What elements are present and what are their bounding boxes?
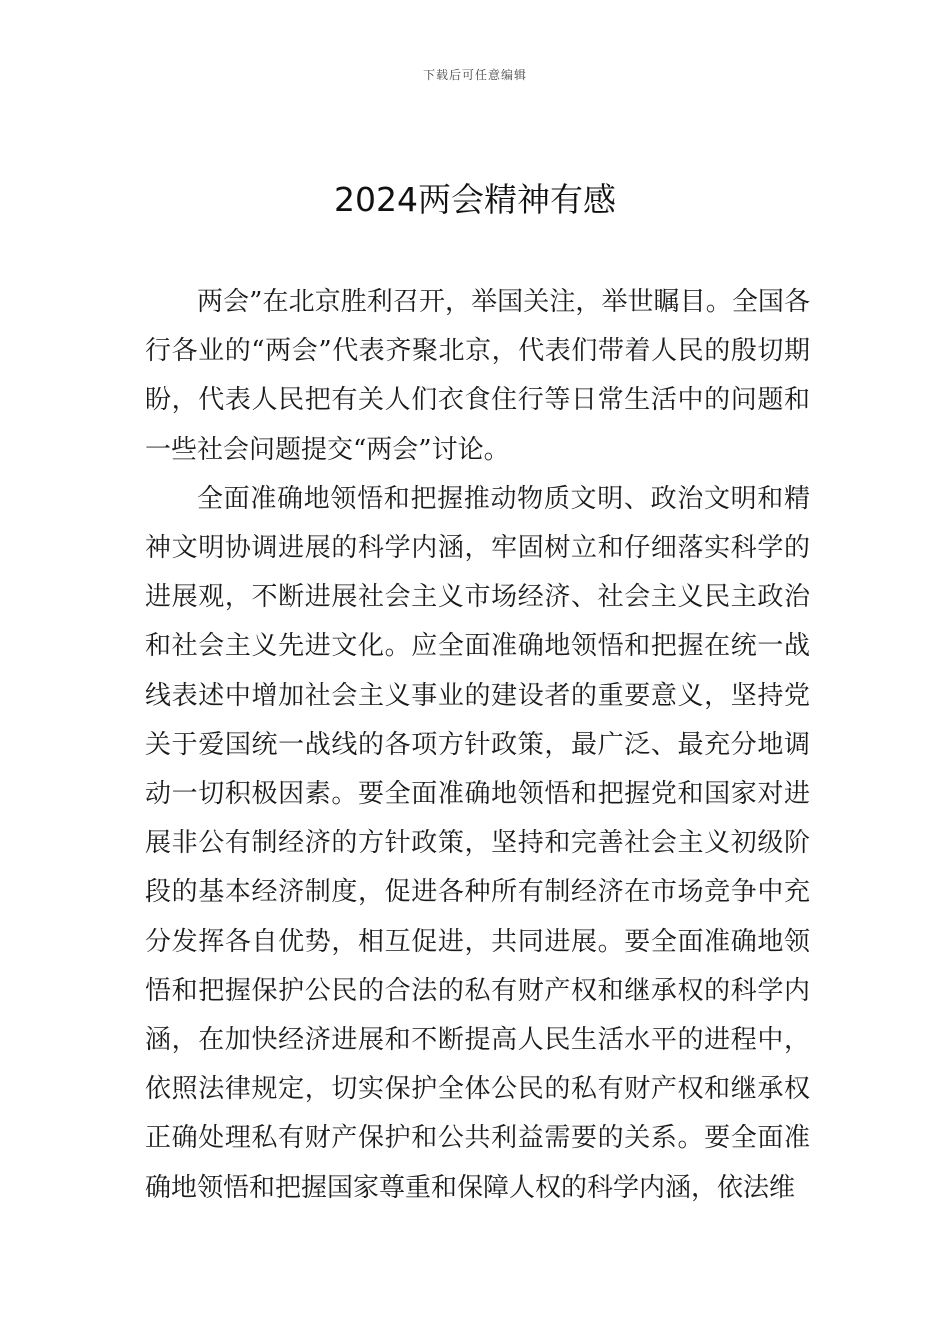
document-title: 2024两会精神有感: [334, 180, 616, 219]
header-note: 下载后可任意编辑: [422, 68, 527, 82]
paragraph-2: 全面准确地领悟和把握推动物质文明、政治文明和精神文明协调进展的科学内涵，牢固树立和仔细落实科学的进展观，不断进展社会主义市场经济、社会主义民主政治和社会主义先进文化。应全面准确地领悟和把握在统一战线表述中增加社会主义事业的建设者的重要意义，坚持党关于爱国统一战线的各项方针政策，最广泛、最充分地调动一切积极因素。要全面准确地领悟和把握党和国家对进展非公有制经济的方针政策，坚持和完善社会主义初级阶段的基本经济制度，促进各种所有制经济在市场竞争中充分发挥各自优势，相互促进，共同进展。要全面准确地领悟和把握保护公民的合法的私有财产权和继承权的科学内涵，在加快经济进展和不断提高人民生活水平的进程中，依照法律规定，切实保护全体公民的私有财产权和继承权正确处理私有财产保护和公共利益需要的关系。要全面准确地领悟和把握国家尊重和保障人权的科学内涵，依法维: [145, 483, 810, 1203]
paragraph-1: 两会”在北京胜利召开，举国关注，举世瞩目。全国各行各业的“两会”代表齐聚北京，代表们带着人民的殷切期盼，代表人民把有关人们衣食住行等日常生活中的问题和一些社会问题提交“两会”讨论。: [145, 287, 810, 465]
document-body: [145, 278, 810, 1213]
